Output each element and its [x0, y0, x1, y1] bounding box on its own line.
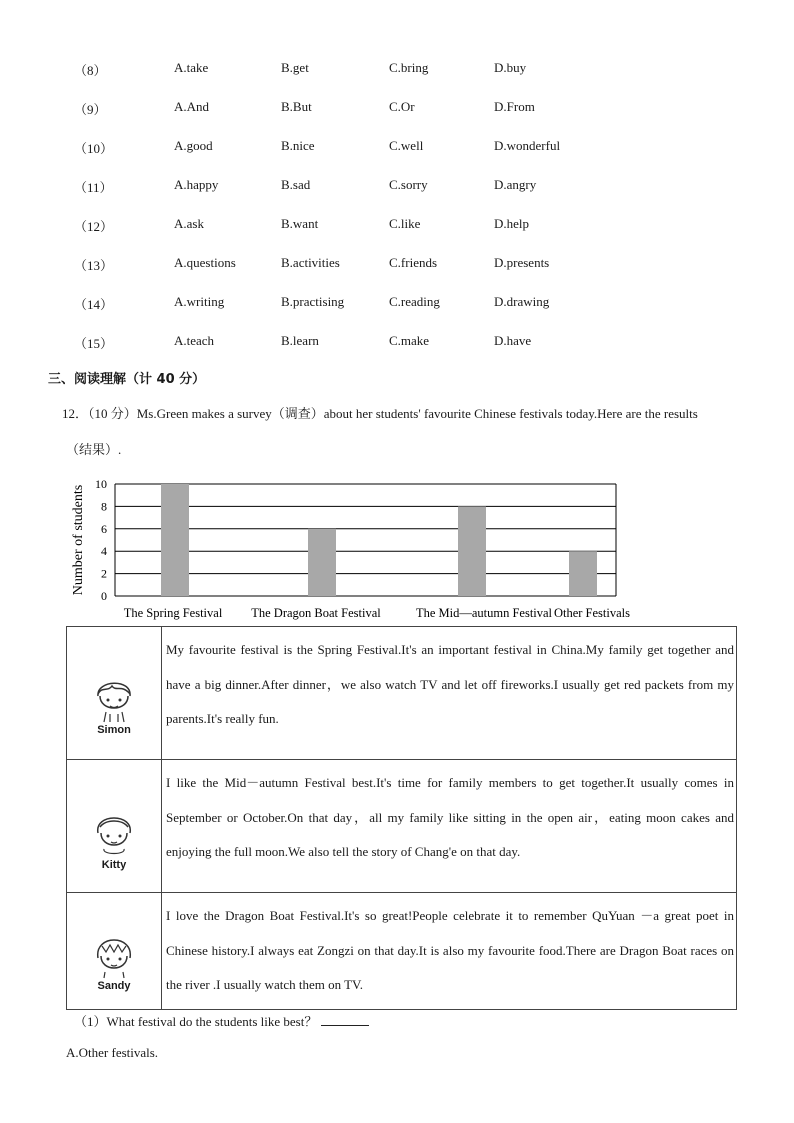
passage-text: I love the Dragon Boat Festival.It's so great!People celebrate it to remember QuYuan －a great poet in Chinese history.I always eat Zongzi on that day.It is also my favourite food.There are Dragon Boat races on the river .I usually watch them on TV. [162, 893, 737, 1010]
option-a: A.writing [174, 294, 225, 309]
y-tick-label: 2 [101, 566, 107, 581]
option-row-14 [0, 294, 794, 314]
sub-question-1-option-a: A.Other festivals. [66, 1045, 159, 1060]
option-d: D.help [494, 216, 530, 231]
question-number: （14） [74, 297, 114, 312]
passage-text: My favourite festival is the Spring Festival.It's an important festival in China.My family get together and have a big dinner.After dinner，we also watch TV and let off fireworks.I usually get red packets from my parents.It's really fun. [162, 627, 737, 760]
option-c: C.Or [389, 99, 415, 114]
option-d: D.have [494, 333, 532, 348]
option-d: D.buy [494, 60, 527, 75]
question-12-line2: （结果）. [66, 442, 122, 457]
option-a: A.teach [174, 333, 215, 348]
chart-grid [115, 484, 616, 596]
kitty-avatar-icon [92, 807, 136, 859]
option-d: D.From [494, 99, 535, 114]
festival-bar-chart [58, 462, 658, 627]
y-tick-label: 4 [101, 544, 107, 559]
y-tick-label: 8 [101, 499, 107, 514]
option-row-9 [0, 99, 794, 119]
sandy-avatar-icon [92, 930, 136, 980]
question-number: （8） [74, 63, 107, 78]
question-number: （13） [74, 258, 114, 273]
option-d: D.wonderful [494, 138, 561, 153]
y-tick-label: 6 [101, 521, 107, 536]
option-c: C.reading [389, 294, 440, 309]
option-row-11 [0, 177, 794, 197]
section-title: 三、阅读理解（计 40 分） [48, 372, 206, 387]
x-category-label: The Dragon Boat Festival [251, 606, 381, 620]
question-number: （9） [74, 102, 107, 117]
option-a: A.ask [174, 216, 204, 231]
option-row-15 [0, 333, 794, 353]
chart-y-axis-label: Number of students [71, 484, 86, 596]
option-d: D.angry [494, 177, 537, 192]
sub-question-1 [74, 1011, 369, 1030]
x-category-label: The Spring Festival [123, 606, 223, 620]
option-a: A.questions [174, 255, 236, 270]
option-a: A.happy [174, 177, 219, 192]
avatar-cell [67, 627, 162, 760]
option-a: A.good [174, 138, 213, 153]
question-number: （15） [74, 336, 114, 351]
student-name: Sandy [97, 980, 131, 992]
question-12-line1: 12．（10 分）Ms.Green makes a survey（调查）about her students' favourite Chinese festivals today.Here are the results [62, 406, 698, 421]
chart-y-ticks [95, 477, 107, 603]
option-d: D.presents [494, 255, 550, 270]
option-a: A.And [174, 99, 210, 114]
passage-text: I like the Mid－autumn Festival best.It's time for family members to get together.It usually comes in September or October.On that day，all my family like sitting in the open air，eating moon cakes and enjoying the full moon.We also tell the story of Chang'e on that day. [162, 760, 737, 893]
option-c: C.make [389, 333, 430, 348]
chart-bars [161, 484, 597, 596]
option-a: A.take [174, 60, 209, 75]
y-tick-label: 0 [101, 589, 107, 603]
option-b: B.get [281, 60, 309, 75]
passage-row-simon [67, 627, 737, 760]
sub-question-1-text: （1）What festival do the students like best？ [74, 1014, 318, 1029]
avatar-cell [67, 893, 162, 1010]
option-row-10 [0, 138, 794, 158]
option-b: B.But [281, 99, 312, 114]
option-c: C.well [389, 138, 424, 153]
answer-blank[interactable] [321, 1013, 369, 1026]
question-number: （11） [74, 180, 113, 195]
passage-row-kitty [67, 760, 737, 893]
option-d: D.drawing [494, 294, 550, 309]
avatar-cell [67, 760, 162, 893]
option-b: B.nice [281, 138, 315, 153]
bar [308, 529, 336, 596]
question-number: （10） [74, 141, 114, 156]
option-b: B.learn [281, 333, 319, 348]
x-category-label: Other Festivals [553, 606, 631, 620]
passage-row-sandy [67, 893, 737, 1010]
option-b: B.sad [281, 177, 311, 192]
bar [458, 506, 486, 596]
option-b: B.practising [281, 294, 345, 309]
option-b: B.want [281, 216, 319, 231]
question-number: （12） [74, 219, 114, 234]
option-c: C.sorry [389, 177, 428, 192]
option-row-8 [0, 60, 794, 80]
x-category-label: The Mid—autumn Festival [415, 606, 553, 620]
option-b: B.activities [281, 255, 340, 270]
option-c: C.like [389, 216, 421, 231]
simon-avatar-icon [92, 672, 136, 724]
option-row-13 [0, 255, 794, 275]
bar [161, 484, 189, 596]
option-c: C.friends [389, 255, 438, 270]
student-name: Simon [97, 724, 131, 736]
chart-x-labels [124, 606, 630, 620]
option-row-12 [0, 216, 794, 236]
y-tick-label: 10 [95, 477, 107, 491]
student-name: Kitty [101, 859, 127, 871]
bar [569, 551, 597, 596]
option-c: C.bring [389, 60, 429, 75]
passages-table [66, 626, 737, 1010]
